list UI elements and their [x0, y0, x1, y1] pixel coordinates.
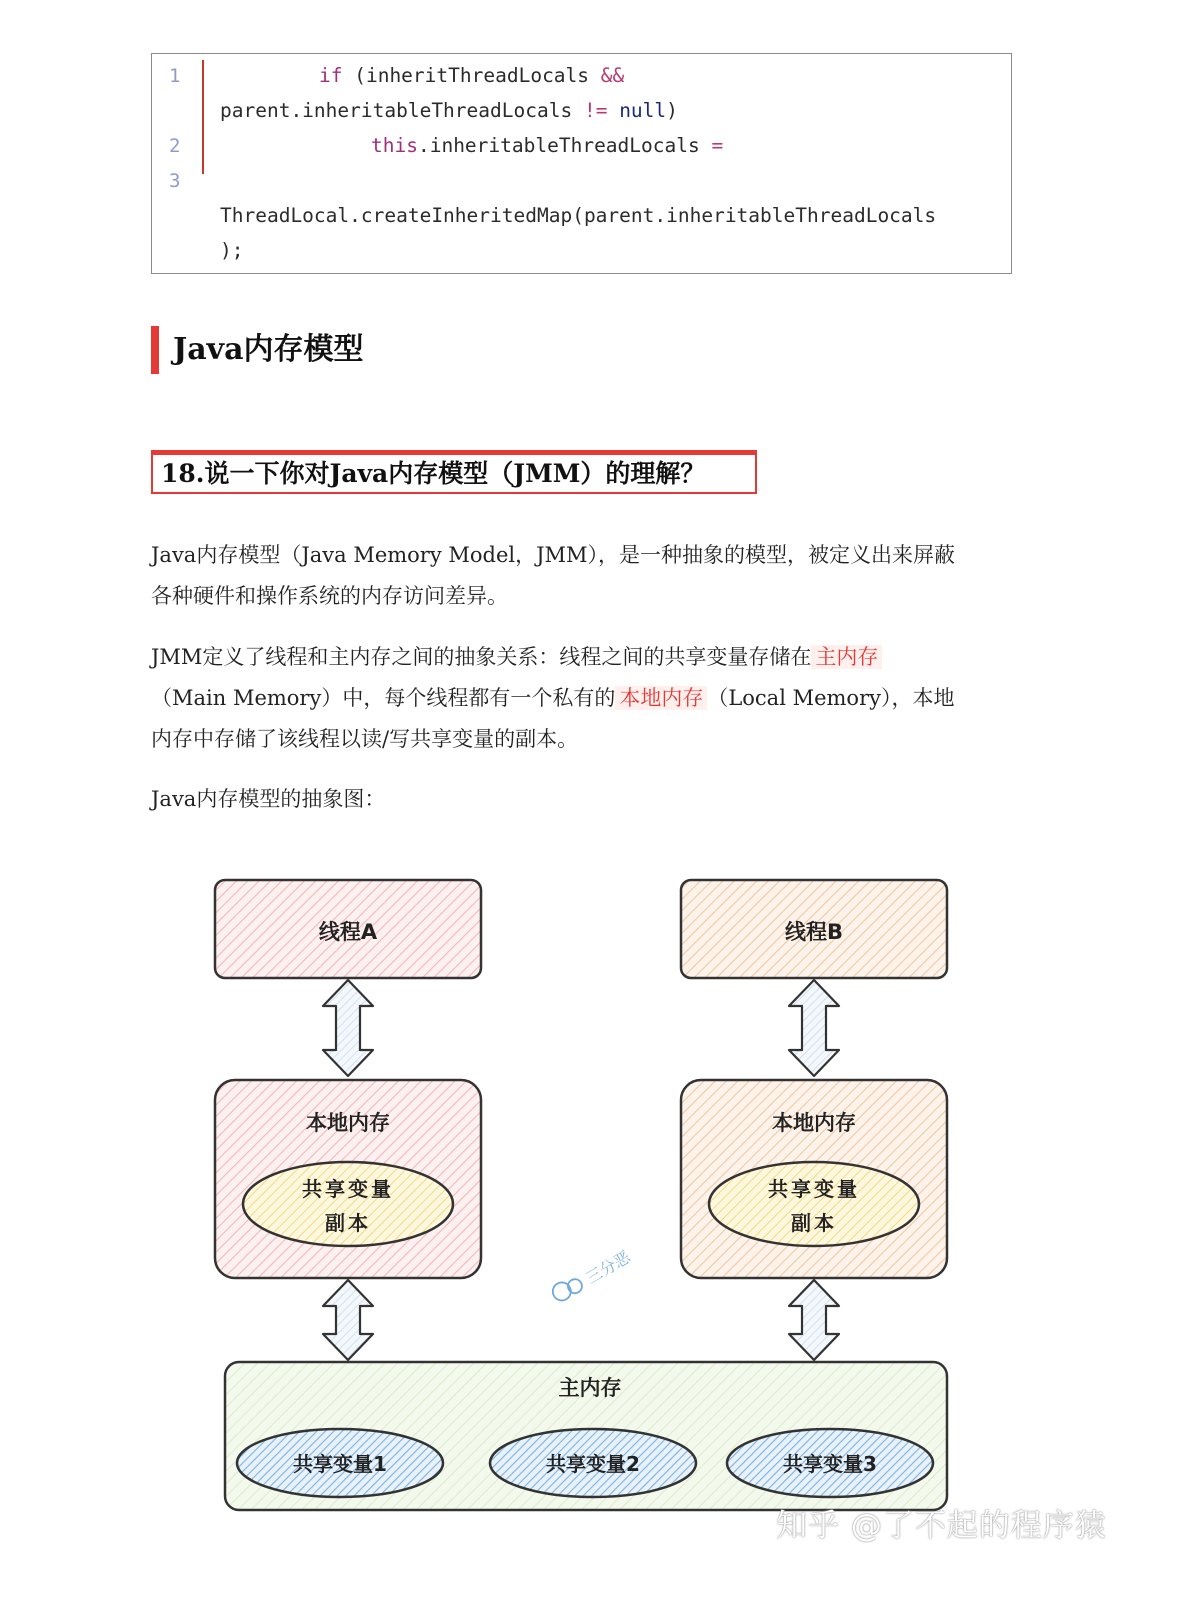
- code-line-1: if (inheritThreadLocals &&: [319, 64, 625, 87]
- paragraph-diagram-caption: Java内存模型的抽象图：: [151, 787, 386, 811]
- thread-a-box: [215, 880, 481, 978]
- shared-variable-1: [237, 1429, 443, 1497]
- copy-b-line2: 副本: [791, 1211, 837, 1235]
- local-memory-a: [215, 1080, 481, 1278]
- question-heading: 18.说一下你对Java内存模型（JMM）的理解？: [151, 450, 757, 494]
- main-memory-label: 主内存: [558, 1376, 622, 1400]
- code-block: [151, 53, 1012, 274]
- sanfene-watermark-text: 三分恶: [582, 1247, 634, 1288]
- highlight-local-memory: 本地内存: [615, 686, 707, 710]
- section-title: Java内存模型: [151, 326, 364, 374]
- code-line-3-wrap: );: [220, 239, 244, 262]
- line-number: 2: [169, 135, 181, 157]
- copy-a-line2: 副本: [325, 1211, 371, 1235]
- code-line-1-wrap: parent.inheritableThreadLocals != null): [220, 99, 678, 122]
- main-memory: [225, 1362, 947, 1510]
- shared-variable-2: [490, 1429, 696, 1497]
- code-line-3: ThreadLocal.createInheritedMap(parent.inheritableThreadLocals: [220, 204, 937, 227]
- zhihu-watermark: 知乎 @了不起的程序猿: [776, 1508, 1107, 1544]
- double-arrow-b-bottom: [789, 1280, 839, 1360]
- jmm-diagram: [200, 860, 980, 1540]
- double-arrow-b-top: [789, 980, 839, 1076]
- svg-text:共享变量3: 共享变量3: [783, 1452, 877, 1476]
- double-arrow-a-top: [323, 980, 373, 1076]
- code-gutter-bar: [202, 60, 204, 174]
- sanfene-watermark: [550, 1245, 635, 1306]
- paragraph-jmm-relation: JMM定义了线程和主内存之间的抽象关系：线程之间的共享变量存储在 主内存 （Main Memory）中，每个线程都有一个私有的 本地内存 （Local Memory），本地 内存中存储了该线程以读/写共享变量的副本。: [151, 645, 955, 751]
- local-memory-b-label: 本地内存: [772, 1111, 856, 1135]
- highlight-main-memory: 主内存: [811, 645, 882, 669]
- double-arrow-a-bottom: [323, 1280, 373, 1360]
- copy-a-line1: 共享变量: [302, 1177, 394, 1201]
- thread-b-label: 线程B: [784, 920, 844, 944]
- local-memory-a-label: 本地内存: [306, 1111, 390, 1135]
- copy-b-line1: 共享变量: [768, 1177, 860, 1201]
- svg-text:共享变量1: 共享变量1: [293, 1452, 387, 1476]
- line-number: 1: [169, 65, 181, 87]
- shared-variable-3: [727, 1429, 933, 1497]
- local-memory-b: [681, 1080, 947, 1278]
- paragraph-jmm-intro: Java内存模型（Java Memory Model，JMM），是一种抽象的模型，被定义出来屏蔽 各种硬件和操作系统的内存访问差异。: [151, 543, 956, 608]
- line-number: 3: [169, 170, 181, 192]
- thread-b-box: [681, 880, 947, 978]
- code-line-2: this.inheritableThreadLocals =: [371, 134, 724, 157]
- svg-text:共享变量2: 共享变量2: [546, 1452, 640, 1476]
- thread-a-label: 线程A: [318, 920, 378, 944]
